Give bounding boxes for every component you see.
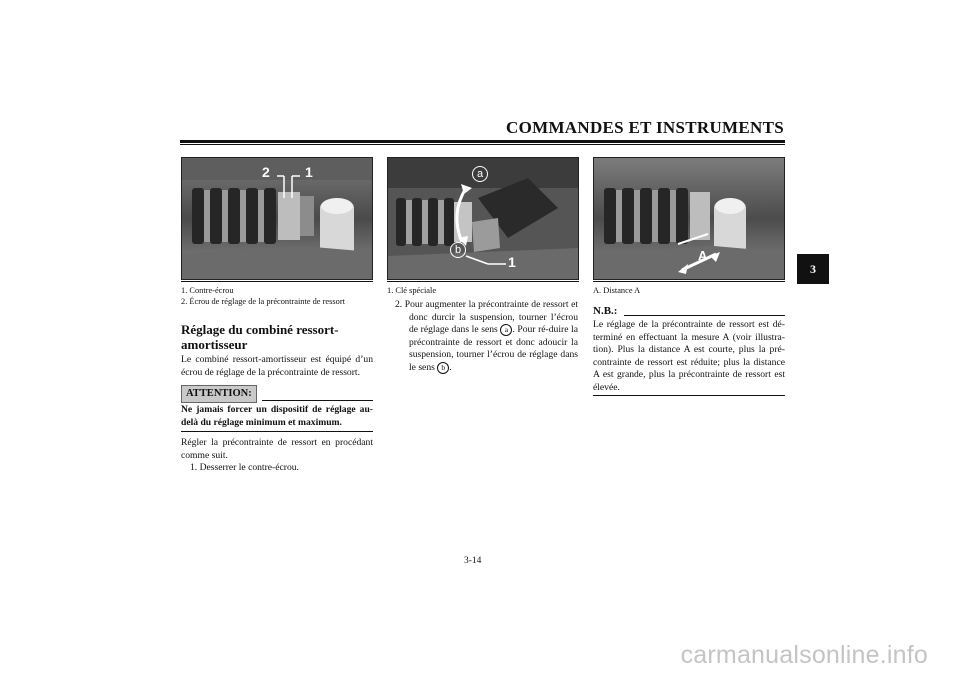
nb-text: Le réglage de la précontrainte de ressort est dé-terminé en effectuant la mesure A (voir illustra-tion). Plus la distance A est courte, plus la pré-contrainte de ressort est réduite; plus la distance A est grande, plus la précontrainte de ressort est élevée. bbox=[593, 319, 785, 393]
step-2-text-a: 2. Pour augmenter la précontrainte de ressort et donc durcir la suspension, tourner l’écrou de réglage dans le sens bbox=[395, 299, 578, 336]
figure-1-label-1: 1 bbox=[305, 164, 313, 180]
header-rule bbox=[180, 140, 785, 143]
attention-bottom-rule bbox=[181, 431, 373, 432]
figure-1-caption-2: 2. Écrou de réglage de la précontrainte de ressort bbox=[181, 297, 345, 306]
figure-2-label-b: b bbox=[450, 242, 466, 258]
chapter-tab: 3 bbox=[797, 254, 829, 284]
procedure-step-1: 1. Desserrer le contre-écrou. bbox=[190, 462, 299, 473]
figure-3-label-A: A bbox=[698, 248, 708, 263]
header-rule-thin bbox=[180, 144, 785, 145]
step-2-text-b: . Pour ré-duire la précontrainte de ressort et donc adoucir la suspension, tourner l’écrou de réglage dans le sens bbox=[409, 324, 578, 373]
page-header-title: COMMANDES ET INSTRUMENTS bbox=[506, 118, 784, 137]
direction-b-symbol: b bbox=[437, 362, 449, 374]
figure-1-illustration bbox=[182, 158, 372, 279]
figure-3-caption-1: A. Distance A bbox=[593, 286, 641, 295]
nb-bottom-rule bbox=[593, 395, 785, 396]
figure-2-caption-rule bbox=[387, 281, 579, 282]
figure-2-photo bbox=[387, 157, 579, 280]
step-2-text-end: . bbox=[449, 361, 452, 373]
procedure-step-2 bbox=[395, 299, 578, 375]
nb-top-rule bbox=[624, 315, 785, 316]
figure-2-label-1: 1 bbox=[508, 254, 516, 270]
figure-3-caption-rule bbox=[593, 281, 785, 282]
procedure-intro: Régler la précontrainte de ressort en procédant comme suit. bbox=[181, 437, 373, 461]
watermark: carmanualsonline.info bbox=[680, 641, 928, 669]
page-number: 3-14 bbox=[464, 556, 482, 566]
attention-text: Ne jamais forcer un dispositif de réglage au-delà du réglage minimum et maximum. bbox=[181, 404, 373, 428]
figure-1-caption-rule bbox=[181, 281, 373, 282]
attention-top-rule bbox=[262, 400, 373, 401]
figure-1-caption-1: 1. Contre-écrou bbox=[181, 286, 234, 295]
figure-3-illustration bbox=[594, 158, 784, 279]
nb-label: N.B.: bbox=[593, 305, 618, 317]
figure-2-caption-1: 1. Clé spéciale bbox=[387, 286, 437, 295]
section-intro: Le combiné ressort-amortisseur est équipé d’un écrou de réglage de la précontrainte de ressort. bbox=[181, 354, 373, 378]
figure-3-photo bbox=[593, 157, 785, 280]
direction-a-symbol: a bbox=[500, 324, 512, 336]
figure-2-label-a: a bbox=[472, 166, 488, 182]
figure-1-photo bbox=[181, 157, 373, 280]
figure-1-label-2: 2 bbox=[262, 164, 270, 180]
attention-badge: ATTENTION: bbox=[181, 385, 257, 403]
section-heading: Réglage du combiné ressort-amortisseur bbox=[181, 322, 339, 352]
